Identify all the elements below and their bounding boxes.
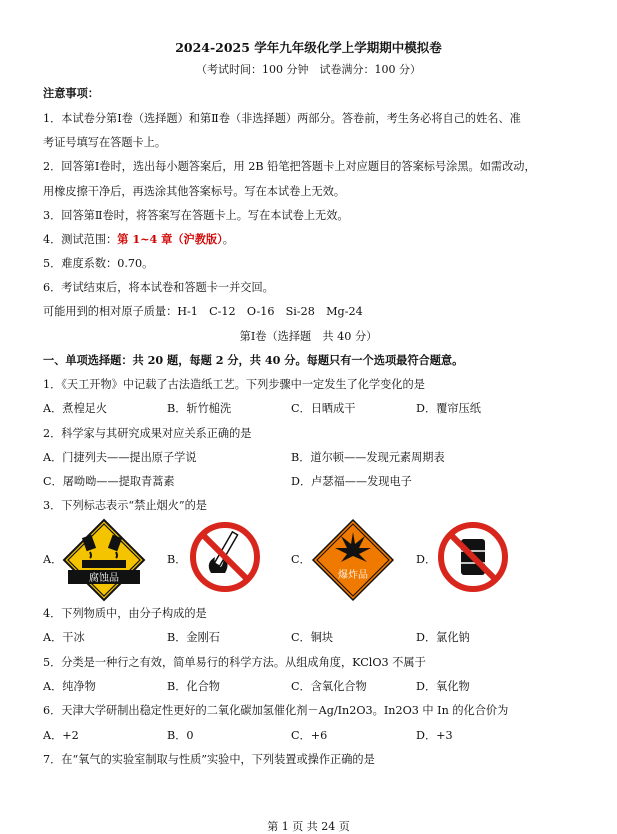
note-1b: 考证号填写在答题卡上。 — [43, 136, 167, 149]
q1-option-d[interactable]: D．覆帘压纸 — [416, 402, 481, 415]
section-1-heading: 一、单项选择题：共 20 题，每题 2 分，共 40 分。每题只有一个选项最符合题意。 — [43, 353, 464, 367]
note-4-prefix: 4．测试范围： — [43, 233, 118, 246]
q4-option-c[interactable]: C．铜块 — [291, 631, 334, 644]
q2-option-c[interactable]: C．屠呦呦——提取青蒿素 — [43, 475, 175, 488]
q1-option-a[interactable]: A．煮楻足火 — [43, 402, 108, 415]
q6-stem: 6．天津大学研制出稳定性更好的二氧化碳加氢催化剂－Ag/In2O3。In2O3 中 In 的化合价为 — [43, 704, 509, 717]
q4-stem: 4．下列物质中，由分子构成的是 — [43, 607, 207, 620]
corrosive-sign-label: 腐蚀品 — [89, 573, 119, 584]
explosive-sign-icon — [311, 518, 395, 602]
note-2a: 2．回答第Ⅰ卷时，选出每小题答案后，用 2B 铅笔把答题卡上对应题目的答案标号涂黑。如需改动， — [43, 160, 536, 173]
q2-option-b[interactable]: B．道尔顿——发现元素周期表 — [291, 451, 445, 464]
q1-option-c[interactable]: C．日晒成干 — [291, 402, 356, 415]
q5-option-d[interactable]: D．氧化物 — [416, 680, 470, 693]
q6-option-b[interactable]: B．0 — [167, 729, 194, 742]
part-1-title: 第Ⅰ卷（选择题 共 40 分） — [239, 330, 378, 343]
q6-option-a[interactable]: A．+2 — [43, 729, 79, 742]
note-4 — [43, 231, 234, 247]
no-fire-sign-icon — [189, 521, 261, 593]
exam-subtitle: （考试时间：100 分钟 试卷满分：100 分） — [196, 63, 421, 76]
q3-option-c[interactable]: C． — [291, 553, 311, 566]
note-5: 5．难度系数：0.70。 — [43, 257, 154, 270]
q3-option-a[interactable]: A． — [43, 553, 63, 566]
notes-heading: 注意事项： — [43, 86, 99, 100]
explosive-sign-label: 爆炸品 — [338, 570, 368, 581]
test-range: 第 1~4 章（沪教版） — [117, 232, 223, 246]
exam-title: 2024-2025 学年九年级化学上学期期中模拟卷 — [175, 40, 442, 55]
q3-option-d[interactable]: D． — [416, 553, 437, 566]
q4-option-b[interactable]: B．金刚石 — [167, 631, 220, 644]
q2-stem: 2．科学家与其研究成果对应关系正确的是 — [43, 427, 252, 440]
q7-stem: 7．在“氧气的实验室制取与性质”实验中，下列装置或操作正确的是 — [43, 753, 375, 766]
note-6: 6．考试结束后，将本试卷和答题卡一并交回。 — [43, 281, 274, 294]
page-number: 第 1 页 共 24 页 — [267, 820, 350, 833]
q1-option-b[interactable]: B．斩竹槌洗 — [167, 402, 232, 415]
q5-option-b[interactable]: B．化合物 — [167, 680, 220, 693]
q3-option-b[interactable]: B． — [167, 553, 187, 566]
q5-stem: 5．分类是一种行之有效，简单易行的科学方法。从组成角度，KClO3 不属于 — [43, 656, 426, 669]
corrosive-sign-icon — [62, 518, 146, 602]
note-4-suffix: 。 — [222, 233, 234, 246]
q6-option-c[interactable]: C．+6 — [291, 729, 328, 742]
note-2b: 用橡皮擦干净后，再选涂其他答案标号。写在本试卷上无效。 — [43, 185, 346, 198]
atomic-masses: 可能用到的相对原子质量：H-1 C-12 O-16 Si-28 Mg-24 — [43, 305, 363, 318]
no-oil-drum-sign-icon — [437, 521, 509, 593]
q2-option-a[interactable]: A．门捷列夫——提出原子学说 — [43, 451, 197, 464]
q5-option-a[interactable]: A．纯净物 — [43, 680, 96, 693]
q5-option-c[interactable]: C．含氧化合物 — [291, 680, 367, 693]
q2-option-d[interactable]: D．卢瑟福——发现电子 — [291, 475, 412, 488]
q4-option-a[interactable]: A．干冰 — [43, 631, 85, 644]
q1-stem: 1．《天工开物》中记载了古法造纸工艺。下列步骤中一定发生了化学变化的是 — [43, 378, 425, 391]
q3-stem: 3．下列标志表示“禁止烟火”的是 — [43, 499, 207, 512]
note-1a: 1．本试卷分第Ⅰ卷（选择题）和第Ⅱ卷（非选择题）两部分。答卷前，考生务必将自己的姓名、准 — [43, 112, 521, 125]
note-3: 3．回答第Ⅱ卷时，将答案写在答题卡上。写在本试卷上无效。 — [43, 209, 349, 222]
q6-option-d[interactable]: D．+3 — [416, 729, 453, 742]
q4-option-d[interactable]: D．氯化钠 — [416, 631, 470, 644]
